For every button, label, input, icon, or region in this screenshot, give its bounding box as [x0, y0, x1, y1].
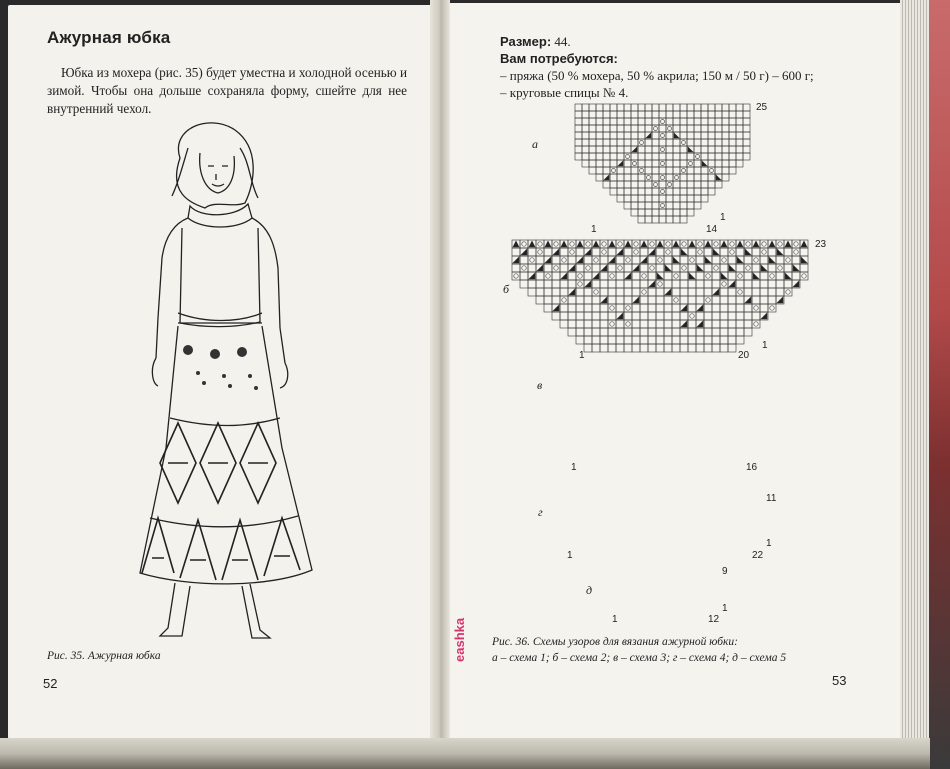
book-bottom-edge	[0, 738, 930, 769]
needs-item: – круговые спицы № 4.	[500, 85, 629, 100]
schema-a-letter: а	[532, 137, 538, 151]
schema-a-row-one: 1	[720, 212, 726, 223]
schema-a-stitch-count: 14	[706, 224, 718, 235]
page-number-left: 52	[43, 676, 58, 691]
schema-d-first-stitch: 1	[612, 614, 618, 625]
schema-g-row-one: 1	[766, 538, 772, 549]
article-title: Ажурная юбка	[47, 28, 171, 47]
size-value: 44.	[554, 34, 571, 49]
figure-36-caption	[492, 634, 872, 666]
book-gutter	[430, 0, 450, 745]
schema-b-letter: б	[503, 282, 510, 296]
page-number-right: 53	[832, 673, 847, 688]
needs-item: – пряжа (50 % мохера, 50 % акрила; 150 м / 50 г) – 600 г;	[500, 68, 814, 83]
schema-g-row-count: 11	[766, 493, 777, 504]
size-label: Размер:	[500, 34, 552, 49]
schema-a-grid	[575, 104, 753, 222]
schema-g-first-stitch: 1	[567, 550, 573, 561]
schema-d-row-one: 1	[722, 603, 728, 614]
page-edges	[900, 0, 932, 745]
skirt-illustration	[120, 118, 320, 643]
schema-a-row-count: 25	[756, 102, 768, 113]
intro-paragraph: Юбка из мохера (рис. 35) будет уместна и холодной осенью и зимой. Чтобы она дольше сохраняла форму, сшейте для нее внутренний чехол.	[47, 65, 407, 116]
schema-d-row-count: 9	[722, 566, 728, 577]
schema-g-letter: г	[538, 505, 543, 519]
schema-b-row-one: 1	[762, 340, 768, 351]
schema-b-row-count: 23	[815, 239, 827, 250]
schema-v-grid	[567, 367, 759, 459]
needs-label: Вам потребуются:	[500, 51, 618, 66]
schema-d-letter: д	[586, 583, 593, 597]
figure-36-caption-line1: Рис. 36. Схемы узоров для вязания ажурной юбки:	[492, 636, 738, 648]
watermark: eashka	[452, 617, 467, 662]
schema-d-stitch-count: 12	[708, 614, 720, 625]
schema-b-stitch-count: 20	[738, 350, 750, 361]
materials-block	[500, 33, 860, 101]
schema-a-first-stitch: 1	[591, 224, 597, 235]
book-cover-edge	[929, 0, 950, 769]
schema-g-grid	[565, 478, 763, 548]
schema-g-stitch-count: 22	[752, 550, 764, 561]
schema-v-letter: в	[537, 378, 543, 392]
schema-b-first-stitch: 1	[579, 350, 585, 361]
figure-35-caption: Рис. 35. Ажурная юбка	[47, 650, 161, 662]
schema-d-grid	[608, 568, 720, 612]
schema-b-grid	[512, 240, 812, 350]
figure-36-caption-line2: а – схема 1; б – схема 2; в – схема 3; г – схема 4; д – схема 5	[492, 652, 787, 664]
schema-v-stitch-count: 16	[746, 462, 758, 473]
schema-v-first-stitch: 1	[571, 462, 577, 473]
